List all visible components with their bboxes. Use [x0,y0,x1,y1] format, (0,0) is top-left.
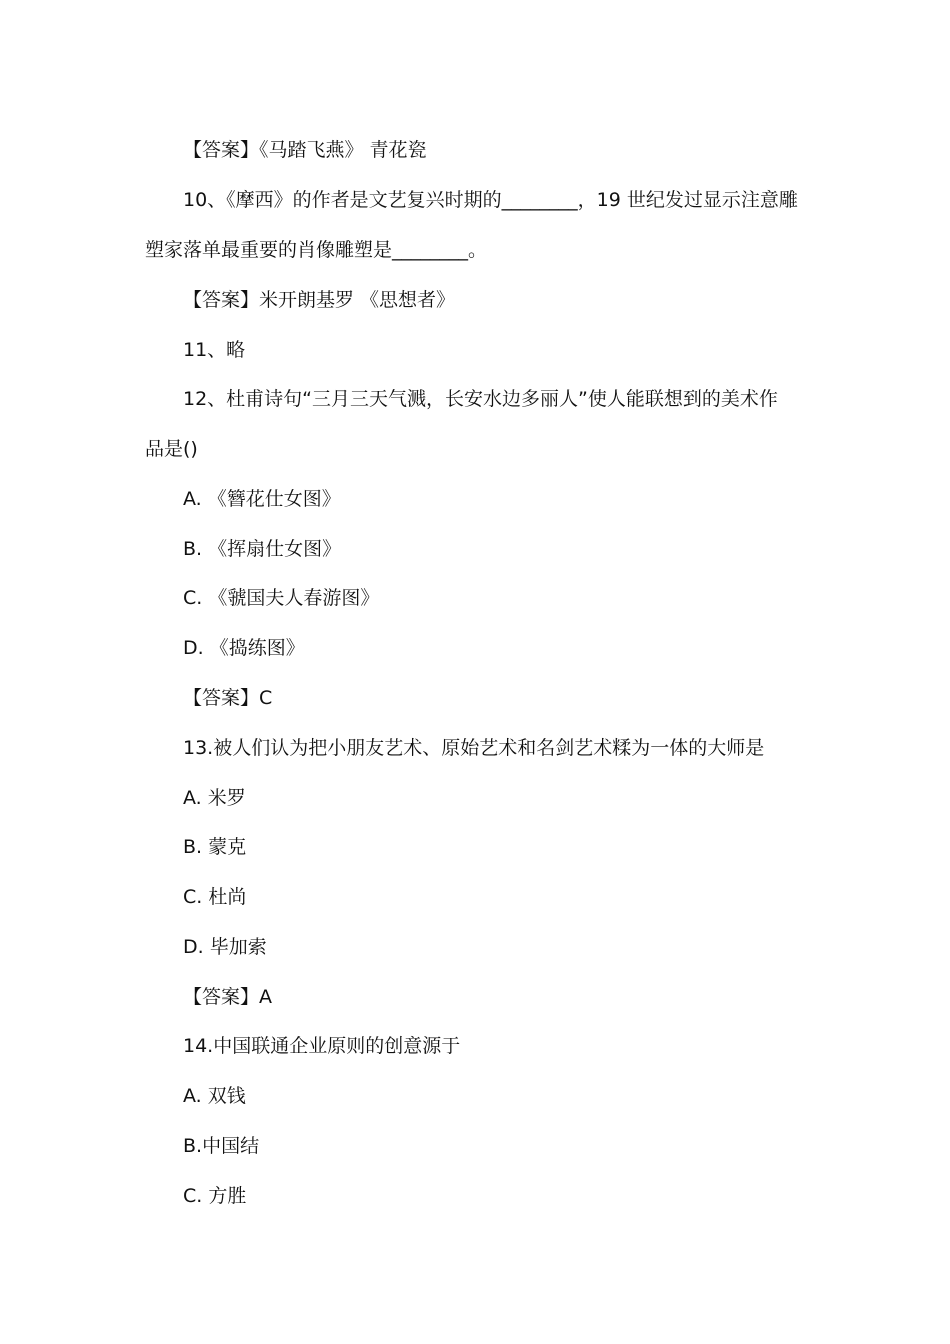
question-11: 11、略 [183,339,246,361]
question-12: 12、杜甫诗句“三月三天气溅，长安水边多丽人”使人能联想到的美术作 [183,388,778,410]
option-line: A. 米罗 [183,787,246,809]
option-line: D. 毕加索 [183,936,267,958]
question-14: 14.中国联通企业原则的创意源于 [183,1035,461,1057]
option-line: B. 《挥扇仕女图》 [183,538,342,560]
question-13: 13.被人们认为把小朋友艺术、原始艺术和名剑艺术糅为一体的大师是 [183,737,765,759]
question-10-continued: 塑家落单最重要的肖像雕塑是________。 [145,239,488,261]
question-10: 10、《摩西》的作者是文艺复兴时期的________，19 世纪发过显示注意雕 [183,189,798,211]
answer-line: 【答案】C [183,687,273,709]
answer-line: 【答案】米开朗基罗 《思想者》 [183,289,456,311]
answer-line: 【答案】《马踏飞燕》 青花瓷 [183,139,427,161]
option-line: B.中国结 [183,1135,260,1157]
option-line: A. 《簪花仕女图》 [183,488,341,510]
option-line: A. 双钱 [183,1085,246,1107]
option-line: D. 《捣练图》 [183,637,305,659]
answer-line: 【答案】A [183,986,272,1008]
option-line: C. 《虢国夫人春游图》 [183,587,380,609]
option-line: B. 蒙克 [183,836,247,858]
option-line: C. 杜尚 [183,886,247,908]
option-line: C. 方胜 [183,1185,247,1207]
question-12-continued: 品是() [145,438,198,460]
